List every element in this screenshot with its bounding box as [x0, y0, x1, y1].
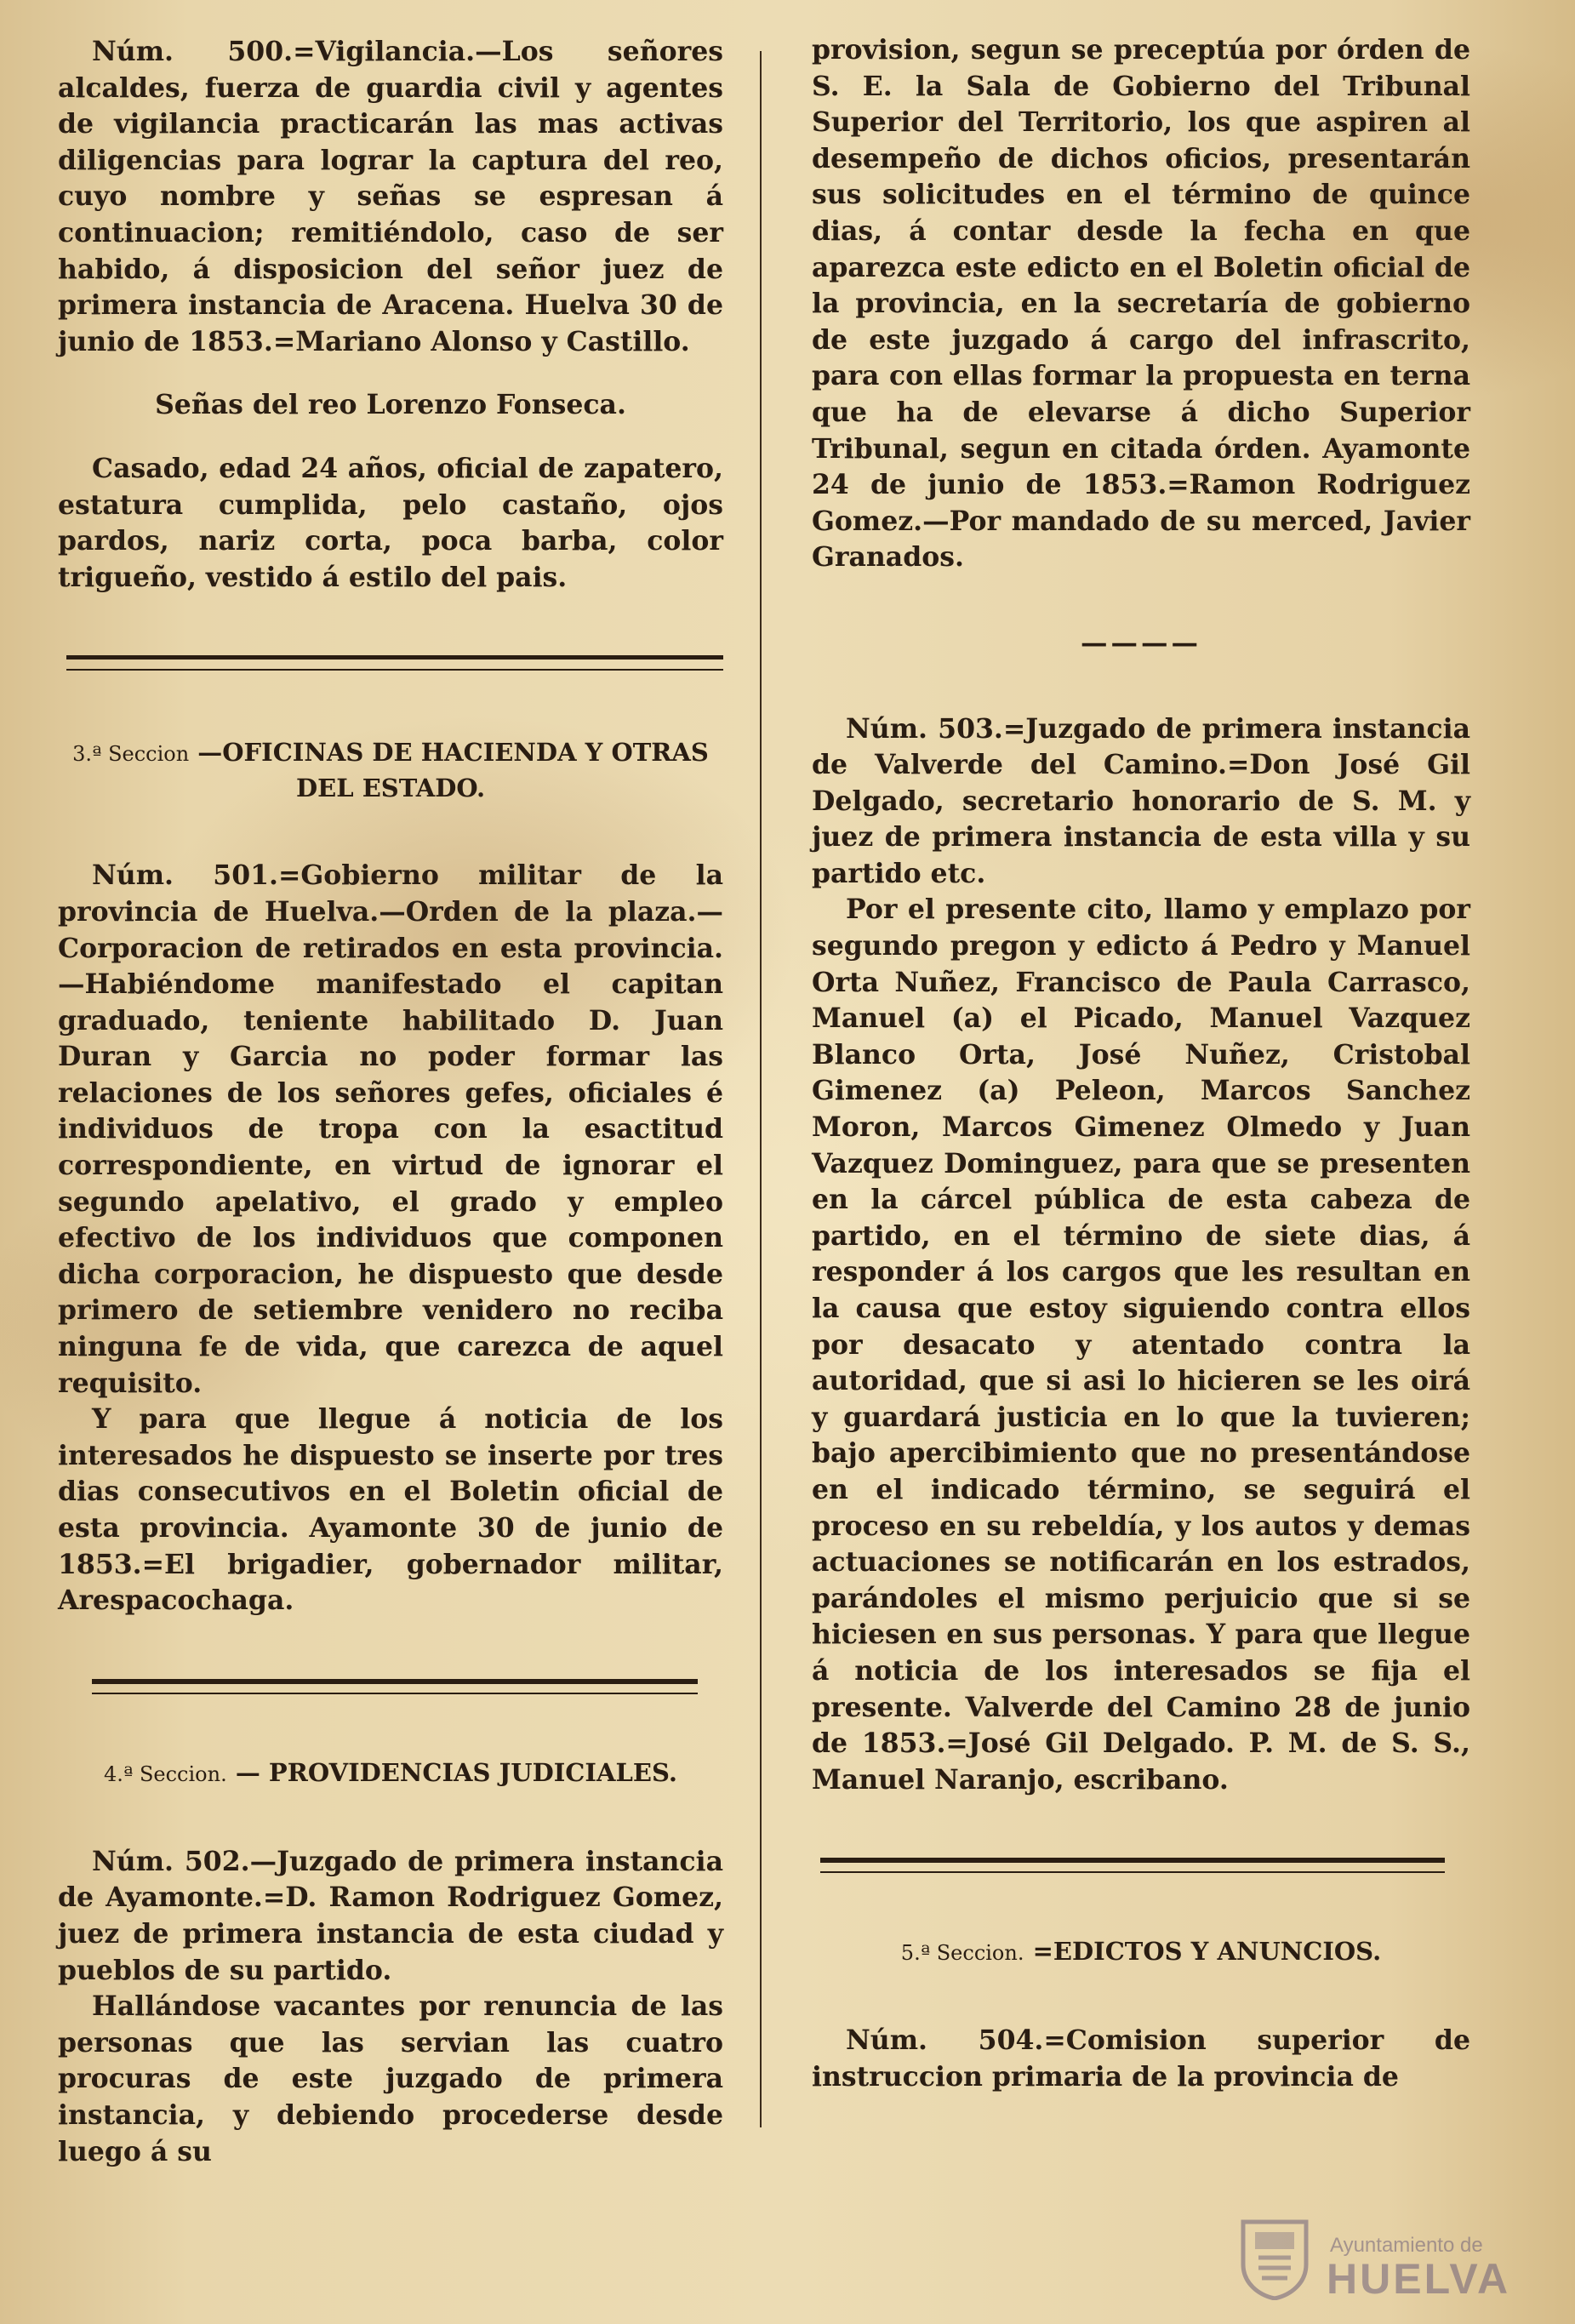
notice-503-body: Por el presente cito, llamo y emplazo por segundo pregon y edicto á Pedro y Manuel Orta Nuñez, Francisco de Paula Carrasco, Manuel (a) el Picado, Manuel Vazquez Blanco Orta, José Nuñez, Cristobal Gimenez (a) Peleon, Marcos Sanchez Moron, Marcos Gimenez Olmedo y Juan Vazquez Dominguez, para que se presenten en la cárcel pública de esta cabeza de partido, en el término de siete dias, á responder á los cargos que les resultan en la causa que estoy siguiendo contra ellos por desacato y atentado contra la autoridad, que si asi lo hicieren se les oirá y guardará justicia en lo que la tuvieren; bajo apercibimiento que no presentándose en el indicado término, se seguirá el proceso en su rebeldía, y los autos y demas actuaciones se notificarán en los estrados, parándoles el mismo perjuicio que si se hiciesen en sus personas. Y para que llegue á noticia de los interesados se fija el presente. Valverde del Camino 28 de junio de 1853.=José Gil Delgado. P. M. de S. S., Manuel Naranjo, escribano. [812, 894, 1470, 1796]
notice-503: Núm. 503.=Juzgado de primera instancia de Valverde del Camino.=Don José Gil Delgado, secretario honorario de S. M. y juez de primera instancia de esta villa y su partido etc. [812, 712, 1470, 889]
notice-502-body: Hallándose vacantes por renuncia de las personas que las servian las cuatro procuras de este juzgado de primera instancia, y debiendo procederse desde luego á su [58, 1990, 723, 2167]
section-3-label: 3.ª Seccion [72, 742, 190, 767]
notice-502-continuation: provision, segun se preceptúa por órden de S. E. la Sala de Gobierno del Tribunal Superior del Territorio, los que aspiren al desempeño de dichos oficios, presentarán sus solicitudes en el término de quince dias, á contar desde la fecha en que aparezca este edicto en el Boletin oficial de la provincia, en la secretaría de gobierno de este juzgado á cargo del infrascrito, para con ellas formar la propuesta en terna que ha de elevarse á dicho Superior Tribunal, segun en citada órden. Ayamonte 24 de junio de 1853.=Ramon Rodriguez Gomez.—Por mandado de su merced, Javier Granados. [812, 34, 1470, 574]
watermark-name: HUELVA [1327, 2255, 1511, 2303]
section-3-heading [58, 735, 723, 805]
section-3-title: —OFICINAS DE HACIENDA Y OTRAS DEL ESTADO. [197, 738, 709, 803]
section-4-label: 4.ª Seccion. [104, 1762, 227, 1786]
notice-500-subheading: Señas del reo Lorenzo Fonseca. [155, 389, 626, 421]
notice-501-closing: Y para que llegue á noticia de los interesados he dispuesto se inserte por tres dias consecutivos en el Boletin oficial de esta provincia. Ayamonte 30 de junio de 1853.=El brigadier, gobernador militar, Arespacochaga. [58, 1403, 723, 1617]
short-rule: ———— [1081, 626, 1201, 659]
section-5-heading [812, 1934, 1470, 1970]
notice-502: Núm. 502.—Juzgado de primera instancia de Ayamonte.=D. Ramon Rodriguez Gomez, juez de primera instancia de esta ciudad y pueblos de su partido. [58, 1845, 723, 1986]
notice-501: Núm. 501.=Gobierno militar de la provincia de Huelva.—Orden de la plaza.—Corporacion de retirados en esta provincia.—Habiéndome manifestado el capitan graduado, teniente habilitado D. Juan Duran y Garcia no poder formar las relaciones de los señores gefes, oficiales é individuos de tropa con la esactitud correspondiente, en virtud de ignorar el segundo apelativo, el grado y empleo efectivo de los individuos que componen dicha corporacion, he dispuesto que desde primero de setiembre venidero no reciba ninguna fe de vida, que carezca de aquel requisito. [58, 859, 723, 1399]
notice-500: Núm. 500.=Vigilancia.—Los señores alcaldes, fuerza de guardia civil y agentes de vigilancia practicarán las mas activas diligencias para lograr la captura del reo, cuyo nombre y señas se espresan á continuacion; remitiéndolo, caso de ser habido, á disposicion del señor juez de primera instancia de Aracena. Huelva 30 de junio de 1853.=Mariano Alonso y Castillo. [58, 36, 723, 357]
section-5-label: 5.ª Seccion. [900, 1941, 1024, 1966]
section-4-title: — PROVIDENCIAS JUDICIALES. [235, 1757, 677, 1787]
watermark-logo [1238, 2212, 1544, 2305]
notice-504: Núm. 504.=Comision superior de instruccion primaria de la provincia de [812, 2024, 1470, 2093]
right-column [812, 32, 1470, 2096]
section-5-title: =EDICTOS Y ANUNCIOS. [1032, 1937, 1382, 1967]
section-4-heading [58, 1756, 723, 1791]
section-separator [66, 655, 723, 671]
crest-icon [1238, 2215, 1311, 2300]
left-column [58, 34, 723, 2170]
section-separator [92, 1679, 698, 1694]
section-separator [820, 1858, 1445, 1873]
column-divider [760, 51, 762, 2127]
notice-500-description: Casado, edad 24 años, oficial de zapatero, estatura cumplida, pelo castaño, ojos pardos, nariz corta, poca barba, color trigueño, vestido á estilo del pais. [58, 452, 723, 593]
watermark-caption: Ayuntamiento de [1330, 2234, 1483, 2257]
